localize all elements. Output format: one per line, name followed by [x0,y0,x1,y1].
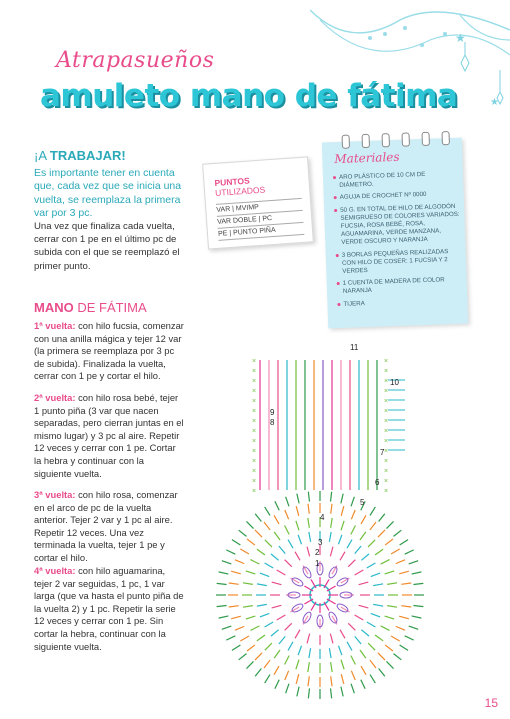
stitch [329,532,331,542]
stitch [355,636,361,644]
stitch [379,668,385,676]
stitch [400,645,408,650]
stitch [308,492,309,502]
stitch [265,540,272,547]
stitch [279,546,285,554]
stitch [231,616,241,619]
stitch [331,662,333,672]
stitch [260,613,269,616]
stitch [285,623,292,630]
stitch [232,645,240,650]
chain-mark: × [384,488,389,495]
stitch [373,604,383,606]
stitch [251,560,260,565]
chain-mark: × [384,408,389,415]
stitch [260,573,269,576]
materiales-item: AGUJA DE CROCHET Nº 0000 [334,190,460,203]
stitch [341,506,344,516]
stitch [219,616,229,618]
stitch [371,573,380,576]
stitch [265,622,274,627]
stitch [387,606,397,608]
puntos-card [202,156,314,249]
stitch [275,680,279,689]
puntos-heading-1: PUNTOS [214,175,251,188]
chain-mark: × [252,378,257,385]
stitch [308,504,309,514]
stitch [378,530,385,537]
stitch [387,583,397,585]
stitch [338,535,341,544]
stitch [361,554,369,560]
stitch [401,606,411,607]
stitch [247,539,255,545]
stitch [359,605,369,608]
stitch [340,552,345,561]
stitch [347,540,352,549]
stitch [296,674,299,684]
stitch [360,532,366,540]
chain-mark: × [384,428,389,435]
stitch [274,650,280,658]
stitch [277,615,286,620]
chain-mark: × [252,478,257,485]
stitch [355,546,361,554]
chain-mark: × [252,428,257,435]
stitch [386,661,393,668]
stitch [391,636,400,641]
stitch [288,642,293,651]
chain-mark: × [384,478,389,485]
stitch [331,688,332,698]
stitch [217,606,227,607]
stitch [296,506,299,516]
stitch [405,636,414,640]
stitch [243,606,253,608]
stitch [361,515,366,524]
stitch [378,653,385,660]
stitch [286,684,289,693]
chain-mark: × [384,468,389,475]
section-heading-mano: MANO DE FÁTIMA [34,300,147,315]
stitch [255,530,262,537]
stitch [348,623,355,630]
stitch [341,687,343,697]
stitch [399,571,409,574]
stitch [255,668,261,676]
stitch [265,675,270,683]
stitch [331,676,332,686]
stitch [279,636,285,644]
stitch [255,514,261,522]
stitch [246,661,253,668]
chain-mark: × [252,398,257,405]
stitch [386,521,393,528]
stitch [257,584,267,586]
chain-mark: × [252,418,257,425]
stitch [351,510,355,519]
stitch [368,643,375,650]
stitch [285,526,290,535]
stitch [264,660,270,668]
stitch [272,582,282,585]
stitch [351,656,356,665]
stitch [298,535,301,544]
page-number: 15 [484,696,498,710]
stitch [246,616,256,619]
row-number-label: 7 [380,448,385,457]
stitch [396,626,405,630]
stitch [331,504,332,514]
stitch [257,635,265,641]
stitch [265,563,274,568]
round-3: 3ª vuelta: con hilo rosa, comenzar en el arco de pc de la vuelta anterior. Tejer 2 var y 1 pc al aire. Repetir 12 veces. Una vez terminada la vuelta, tejer 1 pe y cortar el hilo. [34,489,178,563]
stitch [373,584,383,586]
puntos-item: VAR | MVIMP [216,199,303,217]
stitch [243,583,253,585]
section-heading-trabajar: ¡A TRABAJAR! [34,148,126,163]
round-1: 1ª vuelta: con hilo fucsia, comenzar con una anilla mágica y tejer 12 var (la primera se reemplaza por 3 pc de subida). Finalizada la vuelta, cerrar con 1 pe y cortar el hilo. [34,320,184,382]
stitch [274,515,279,524]
stitch [341,521,344,531]
stitch [229,606,239,607]
stitch [271,630,279,636]
chain-mark: × [384,358,389,365]
materiales-card [322,138,468,329]
chain-mark: × [384,418,389,425]
chain-mark: × [384,438,389,445]
stitch [277,570,286,575]
materiales-item: TIJERA [337,296,463,309]
stitch [412,572,422,574]
stitch [330,634,333,644]
stitch [296,660,299,670]
stitch [391,549,400,554]
chain-mark: × [252,408,257,415]
stitch [239,654,247,660]
stitch [409,626,418,629]
stitch [371,613,380,616]
row-number-label: 3 [318,538,323,547]
stitch [338,646,341,655]
round-2: 2ª vuelta: con hilo rosa bebé, tejer 1 punto piña (3 var que nacen separadas, pero cierran juntas en el mismo lugar) y 3 pc al aire. Repetir 12 veces y cerrar con 1 pe. Cortar la hebra y continuar con la siguiente vuelta. [34,392,184,479]
stitch [296,521,299,531]
puntos-heading-2: UTILIZADOS [214,184,266,198]
stitch [285,656,290,665]
materiales-list [333,170,464,313]
stitch [412,616,422,618]
stitch [265,643,272,650]
stitch [347,642,352,651]
stitch [360,650,366,658]
stitch [286,497,289,506]
stitch [370,507,375,515]
stitch [309,532,311,542]
svg-text:★: ★ [455,31,466,45]
stitch [351,526,356,535]
stitch [375,549,383,555]
stitch [222,561,231,564]
stitch [385,539,393,545]
stitch [308,518,310,528]
stitch [341,494,343,504]
chain-mark: × [384,398,389,405]
crochet-diagram [200,340,500,715]
materiales-item: ARO PLÁSTICO DE 10 CM DE DIÁMETRO. [333,170,459,191]
stitch [385,616,395,619]
stitch [413,606,423,607]
subtitle-atrapasuenos: Atrapasueños [56,48,215,73]
row-number-label: 6 [375,478,380,487]
stitch [251,626,260,631]
stitch [381,626,390,631]
stitch [255,653,262,660]
stitch [355,570,364,575]
stitch [361,666,366,675]
stitch [231,571,241,574]
stitch [379,514,385,522]
stitch [370,522,376,530]
stitch [341,674,344,684]
stitch [385,645,393,651]
stitch [308,662,310,672]
chain-mark: × [252,438,257,445]
stitch [355,615,364,620]
row-number-label: 4 [320,513,325,522]
materiales-item: 50 G. EN TOTAL DE HILO DE ALGODÓN SEMIGRUESO DE COLORES VARIADOS: FUCSIA, ROSA BEBÉ, ROSA, AGUAMARINA, VERDE MANZANA, VERDE OSCURO Y NARANJA [334,202,461,247]
magic-ring [310,585,330,605]
stitch [272,605,282,608]
chain-mark: × [252,488,257,495]
stitch [331,518,333,528]
materiales-item: 3 BORLAS PEQUEÑAS REALIZADAS CON HILO DE COSER: 1 FUCSIA Y 2 VERDES [336,247,463,276]
stitch [351,671,355,680]
stitch [393,654,401,660]
stitch [265,507,270,515]
chain-mark: × [252,368,257,375]
stitch [359,582,369,585]
stitch [341,660,344,670]
stitch [401,583,411,584]
stitch [348,560,355,567]
stitch [285,560,292,567]
stitch [393,530,401,536]
stitch [361,630,369,636]
stitch [396,560,405,564]
chain-mark: × [252,388,257,395]
chain-mark: × [384,388,389,395]
puntos-item: VAR DOBLE | PC [217,211,304,229]
stitch [370,675,375,683]
stitch [240,549,249,554]
round-4: 4ª vuelta: con hilo aguamarina, tejer 2 var seguidas, 1 pc, 1 var larga (que va hasta el punto piña de la vuelta 2) y 1 pc. Repetir la serie 12 veces y cerrar con 1 pe. Sin cortar la hebra, continuar con la siguiente vuelta. [34,565,184,652]
stitch [307,547,310,557]
stitch [330,547,333,557]
stitch [235,626,244,630]
stitch [295,552,300,561]
stitch [351,497,354,506]
row-number-label: 5 [360,498,365,507]
stitch [246,571,256,574]
stitch [399,616,409,619]
stitch [361,680,365,689]
stitch [288,540,293,549]
stitch [370,660,376,668]
intro-note: Es importante tener en cuenta que, cada vez que se inicia una vuelta, se reemplaza la primera var por 3 pc. [34,167,182,219]
stitch [351,684,354,693]
stitch [219,572,229,574]
stitch [264,522,270,530]
stitch [257,604,267,606]
stitch [309,648,311,658]
stitch [297,494,299,504]
row-number-label: 1 [315,559,320,568]
chain-mark: × [252,358,257,365]
chain-mark: × [252,448,257,455]
stitch [308,676,309,686]
stitch [329,648,331,658]
materiales-heading: Materiales [334,149,400,167]
stitch [368,540,375,547]
stitch [375,635,383,641]
row-number-label: 10 [390,378,399,387]
stitch [297,687,299,697]
stitch [274,666,279,675]
stitch [385,571,395,574]
row-number-label: 8 [270,418,275,427]
stitch [367,622,376,627]
chain-mark: × [384,378,389,385]
stitch [257,549,265,555]
stitch [295,630,300,639]
row-number-label: 11 [350,343,359,352]
puntos-item: PE | PUNTO PIÑA [218,223,305,241]
stitch [271,554,279,560]
chain-mark: × [384,448,389,455]
stitch [226,636,235,640]
stitch [340,630,345,639]
chain-mark: × [252,458,257,465]
stitch [239,530,247,536]
stitch [235,560,244,564]
stitch [240,636,249,641]
stitch [307,634,310,644]
stitch [285,671,289,680]
stitch [381,560,390,565]
stitch [331,492,332,502]
stitch [222,626,231,629]
stitch [217,583,227,584]
chain-mark: × [384,368,389,375]
stitch [400,540,408,545]
chain-mark: × [252,468,257,475]
stitch [229,583,239,584]
stitch [232,540,240,545]
page-title: amuleto mano de fátima [40,78,458,114]
stitch [246,521,253,528]
stitch [285,510,289,519]
stitch [413,583,423,584]
stitch [226,550,235,554]
stitch [308,688,309,698]
stitch [367,563,376,568]
stitch [405,550,414,554]
chain-mark: × [384,458,389,465]
stitch [274,532,280,540]
svg-text:★: ★ [490,97,499,108]
row-number-label: 2 [315,548,320,557]
stitch [247,645,255,651]
stitch [409,561,418,564]
intro-text: Una vez que finaliza cada vuelta, cerrar con 1 pe en el último pc de subida con el que se reemplazó el primer punto. [34,221,180,272]
row-number-label: 9 [270,408,275,417]
stitch [275,501,279,510]
materiales-item: 1 CUENTA DE MADERA DE COLOR NARANJA [337,276,463,297]
stitch [298,646,301,655]
